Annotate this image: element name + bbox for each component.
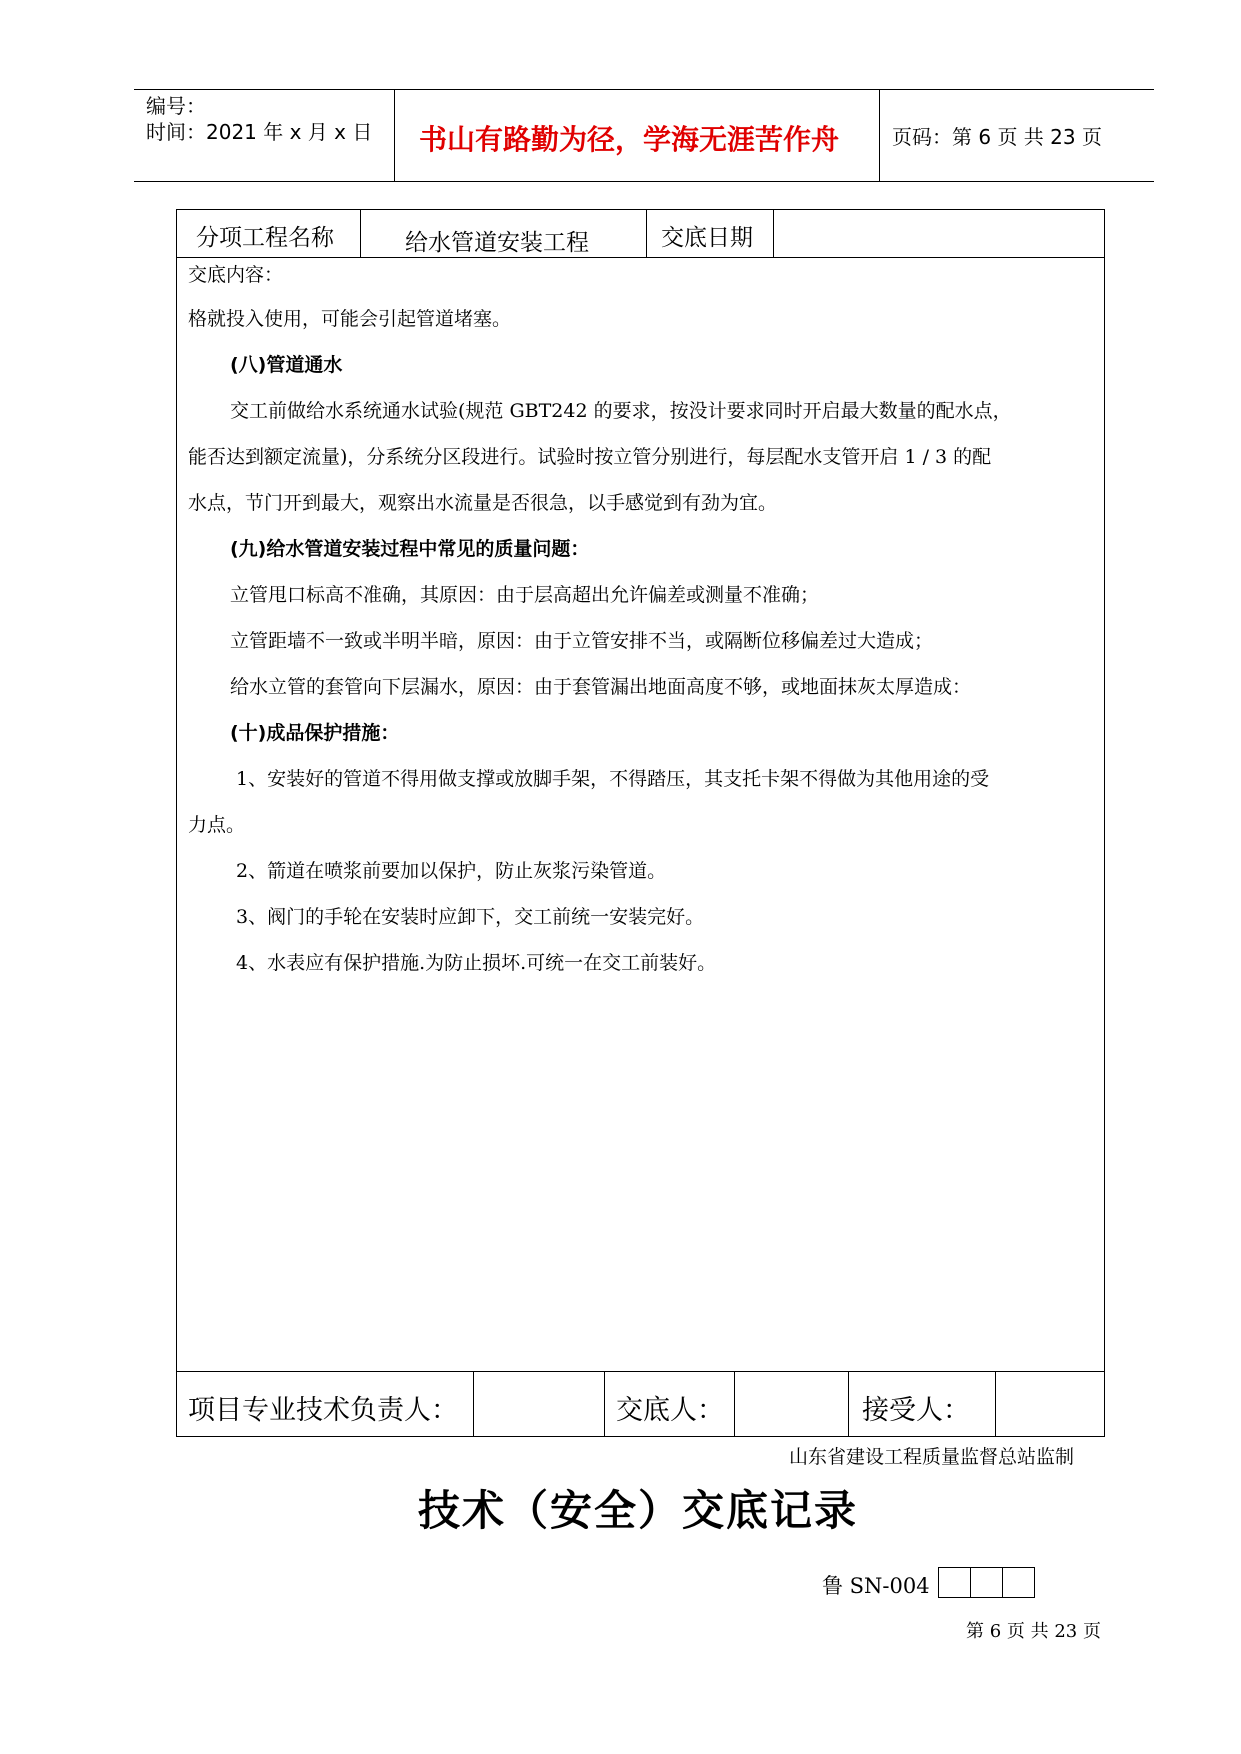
content-line: 交工前做给水系统通水试验(规范 GBT242 的要求，按没计要求同时开启最大数量的配水点， xyxy=(230,400,1012,422)
code-box-2 xyxy=(970,1567,1003,1598)
table-header-rule xyxy=(176,257,1105,258)
content-line: 给水立管的套管向下层漏水，原因：由于套管漏出地面高度不够，或地面抹灰太厚造成： xyxy=(230,676,972,698)
content-line: 3、阀门的手轮在安装时应卸下，交工前统一安装完好。 xyxy=(236,906,705,928)
header-divider-left xyxy=(394,89,395,181)
content-label: 交底内容： xyxy=(188,264,284,286)
signature-divider-1 xyxy=(473,1371,474,1437)
header-motto: 书山有路勤为径，学海无涯苦作舟 xyxy=(419,123,840,156)
content-line: 1、安装好的管道不得用做支撑或放脚手架，不得踏压，其支托卡架不得做为其他用途的受 xyxy=(236,768,990,790)
signature-divider-4 xyxy=(848,1371,849,1437)
table-header-divider-3 xyxy=(773,209,774,257)
content-line: 立管距墙不一致或半明半暗，原因：由于立管安排不当，或隔断位移偏差过大造成； xyxy=(230,630,934,652)
content-line: 2、箭道在喷浆前要加以保护，防止灰浆污染管道。 xyxy=(236,860,667,882)
footer-page-number: 第 6 页 共 23 页 xyxy=(966,1621,1101,1642)
discloser-signature-label: 交底人： xyxy=(616,1395,724,1426)
receiver-signature-label: 接受人： xyxy=(862,1395,970,1426)
disclosure-content xyxy=(188,296,1098,986)
section-heading: (八)管道通水 xyxy=(230,354,343,376)
tech-lead-signature-label: 项目专业技术负责人： xyxy=(188,1395,458,1426)
table-header-divider-1 xyxy=(360,209,361,257)
document-title: 技术（安全）交底记录 xyxy=(418,1486,859,1535)
content-line: 能否达到额定流量)，分系统分区段进行。试验时按立管分别进行，每层配水支管开启 1 / 3 的配 xyxy=(188,446,992,468)
section-heading: (九)给水管道安装过程中常见的质量问题： xyxy=(230,538,590,560)
table-header-divider-2 xyxy=(646,209,647,257)
content-line: 力点。 xyxy=(188,814,246,836)
header-top-rule xyxy=(134,89,1154,90)
signature-divider-2 xyxy=(604,1371,605,1437)
disclosure-date-label: 交底日期 xyxy=(661,225,753,251)
header-page-label: 页码：第 6 页 共 23 页 xyxy=(892,125,1102,149)
signature-divider-5 xyxy=(995,1371,996,1437)
supervisor-note: 山东省建设工程质量监督总站监制 xyxy=(789,1446,1075,1468)
signature-divider-3 xyxy=(734,1371,735,1437)
content-line: 立管甩口标高不准确，其原因：由于层高超出允许偏差或测量不准确； xyxy=(230,584,820,606)
project-name-label: 分项工程名称 xyxy=(196,225,334,251)
code-box-3 xyxy=(1002,1567,1035,1598)
time-label: 时间：2021 年 x 月 x 日 xyxy=(146,120,373,144)
section-heading: (十)成品保护措施： xyxy=(230,722,400,744)
serial-label: 编号： xyxy=(146,94,206,118)
header-divider-right xyxy=(879,89,880,181)
project-name-value: 给水管道安装工程 xyxy=(405,230,589,256)
signature-row-rule xyxy=(176,1371,1105,1372)
content-line: 水点，节门开到最大，观察出水流量是否很急，以手感觉到有劲为宜。 xyxy=(188,492,778,514)
form-code: 鲁 SN-004 xyxy=(822,1574,930,1598)
header-bottom-rule xyxy=(134,181,1154,182)
code-box-1 xyxy=(938,1567,971,1598)
content-line: 格就投入使用，可能会引起管道堵塞。 xyxy=(188,308,512,330)
content-line: 4、水表应有保护措施.为防止损坏.可统一在交工前装好。 xyxy=(236,952,717,974)
